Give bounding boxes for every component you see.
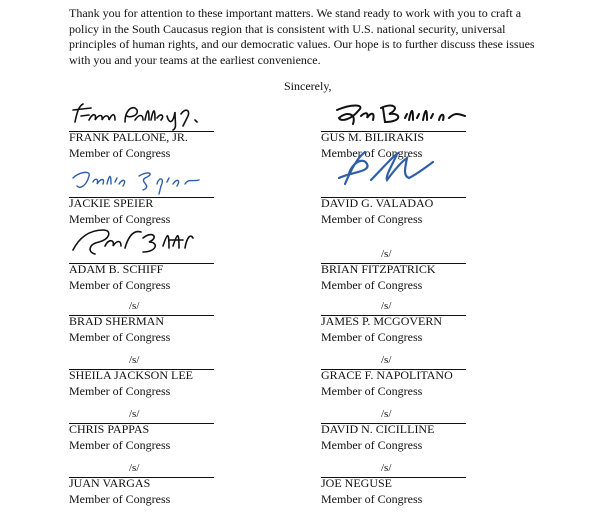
- handwritten-signature-valadao: [321, 150, 471, 186]
- signer-title: Member of Congress: [69, 330, 171, 344]
- signer-name: JAMES P. MCGOVERN: [321, 314, 443, 328]
- signer-title: Member of Congress: [321, 438, 423, 452]
- signer-name: JACKIE SPEIER: [69, 196, 154, 210]
- signer-name: GUS M. BILIRAKIS: [321, 130, 425, 144]
- signer-title: Member of Congress: [69, 212, 171, 226]
- handwritten-signature-pallone: [69, 98, 219, 134]
- signer-name: FRANK PALLONE, JR.: [69, 130, 188, 144]
- signer-name: BRAD SHERMAN: [69, 314, 165, 328]
- electronic-signature-mark: /s/: [129, 462, 140, 474]
- signer-title: Member of Congress: [321, 212, 423, 226]
- signer-title: Member of Congress: [321, 384, 423, 398]
- signer-title: Member of Congress: [321, 278, 423, 292]
- handwritten-signature-schiff: [69, 224, 219, 260]
- signer-title: Member of Congress: [69, 438, 171, 452]
- signer-title: Member of Congress: [69, 278, 171, 292]
- closing-paragraph: Thank you for attention to these important matters. We stand ready to work with you to craft a policy in the South Caucasus region that is consistent with U.S. national security, universal principles of human rights, and our democratic values. Our hope is to further discuss these issues with you and your teams at the earliest convenience.: [69, 6, 535, 67]
- electronic-signature-mark: /s/: [129, 408, 140, 420]
- electronic-signature-mark: /s/: [129, 300, 140, 312]
- signer-name: SHEILA JACKSON LEE: [69, 368, 194, 382]
- signer-title: Member of Congress: [69, 384, 171, 398]
- signer-title: Member of Congress: [69, 146, 171, 160]
- signer-title: Member of Congress: [321, 330, 423, 344]
- electronic-signature-mark: /s/: [381, 248, 392, 260]
- electronic-signature-mark: /s/: [381, 354, 392, 366]
- electronic-signature-mark: /s/: [129, 354, 140, 366]
- electronic-signature-mark: /s/: [381, 408, 392, 420]
- signer-title: Member of Congress: [321, 492, 423, 506]
- electronic-signature-mark: /s/: [381, 462, 392, 474]
- signer-title: Member of Congress: [321, 146, 423, 160]
- signer-title: Member of Congress: [69, 492, 171, 506]
- signer-name: DAVID G. VALADAO: [321, 196, 434, 210]
- handwritten-signature-bilirakis: [321, 98, 471, 134]
- signer-name: ADAM B. SCHIFF: [69, 262, 164, 276]
- handwritten-signature-speier: [69, 164, 219, 200]
- closing-salutation: Sincerely,: [284, 79, 332, 93]
- electronic-signature-mark: /s/: [381, 300, 392, 312]
- signer-name: GRACE F. NAPOLITANO: [321, 368, 453, 382]
- signer-name: BRIAN FITZPATRICK: [321, 262, 436, 276]
- signer-name: JUAN VARGAS: [69, 476, 151, 490]
- signer-name: DAVID N. CICILLINE: [321, 422, 435, 436]
- signer-name: CHRIS PAPPAS: [69, 422, 150, 436]
- signer-name: JOE NEGUSE: [321, 476, 392, 490]
